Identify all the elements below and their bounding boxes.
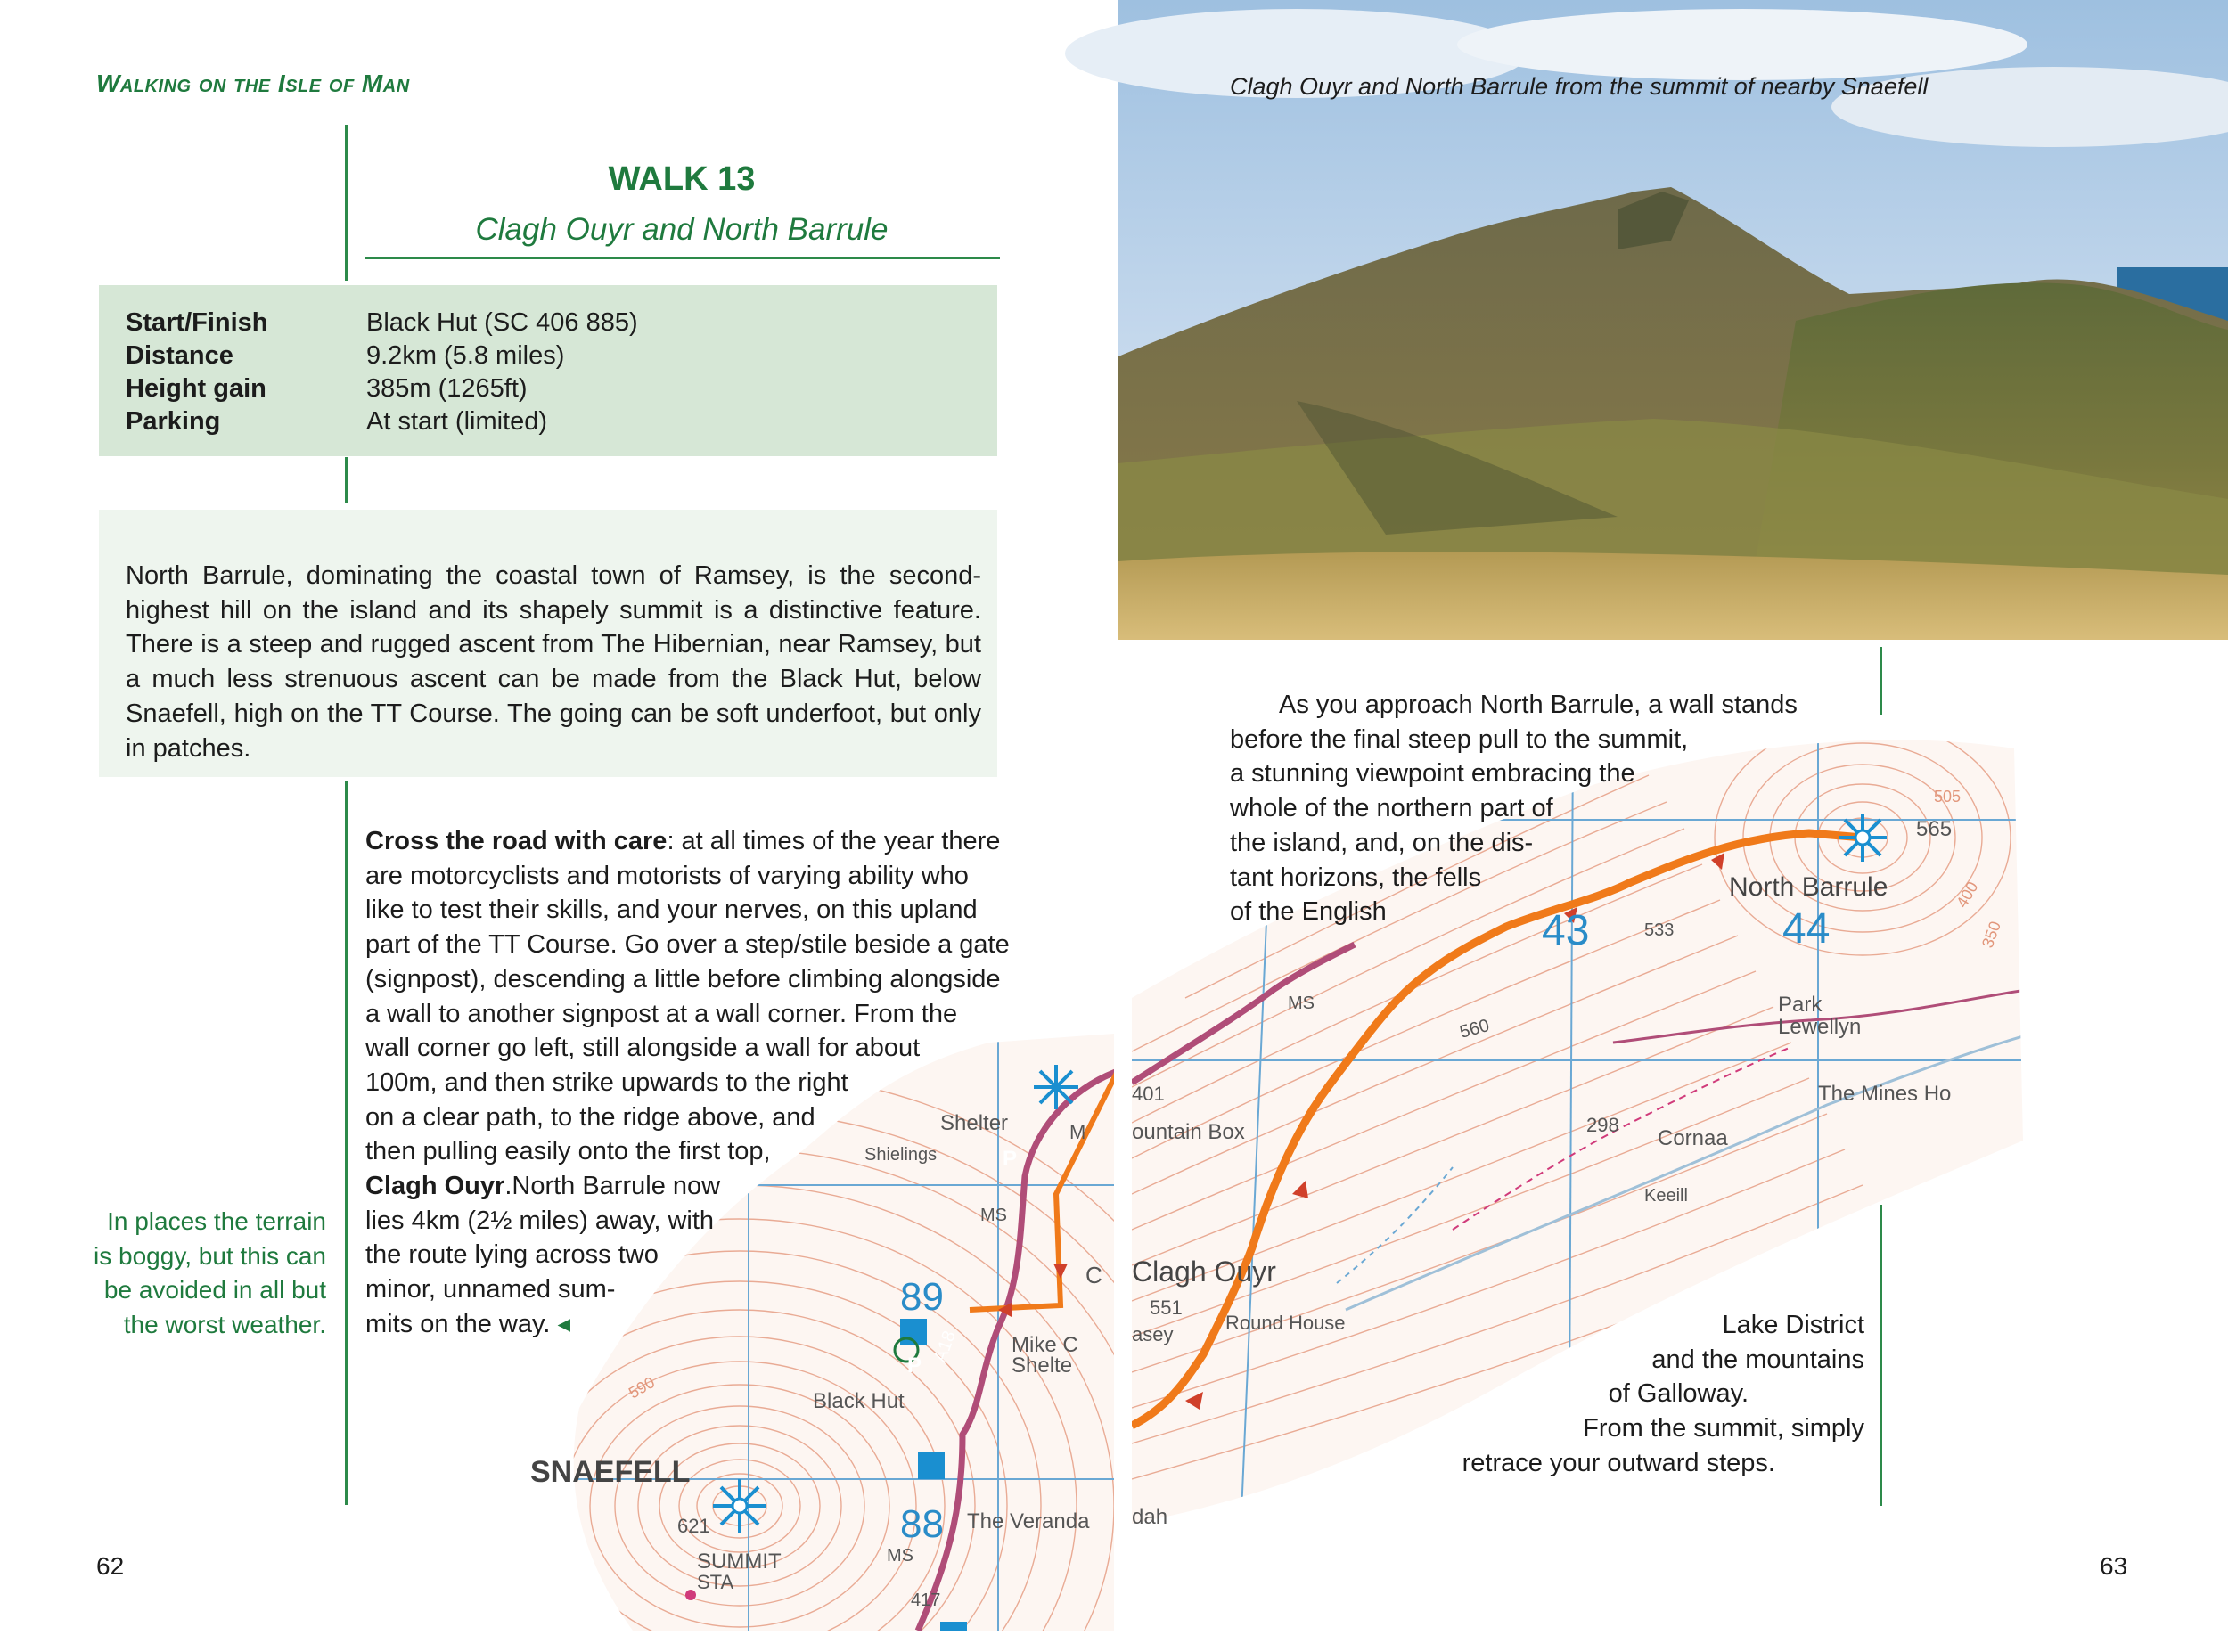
map-label-ramsey: asey: [1132, 1323, 1174, 1345]
route-line: mits on the way.: [365, 1309, 551, 1338]
route-line: the route lying across two: [365, 1240, 659, 1270]
column-rule-top: [345, 125, 348, 281]
route-line: of Galloway.: [1608, 1379, 1749, 1409]
route-line: whole of the northern part of: [1230, 794, 1553, 823]
route-line: a stunning viewpoint embracing the: [1230, 759, 1635, 789]
map-label-sta: STA: [697, 1571, 734, 1593]
route-line: of the English: [1230, 897, 1387, 927]
map-label-mines-house: The Mines Ho: [1818, 1082, 1952, 1106]
map-label-560: 560: [1457, 1015, 1492, 1043]
fact-label: Height gain: [126, 374, 266, 403]
route-line: .North Barrule now: [504, 1172, 721, 1201]
column-rule-mid: [345, 457, 348, 503]
route-line: and the mountains: [1651, 1345, 1864, 1374]
map-label-contour-350: 350: [1978, 919, 2005, 951]
map-label-shelter-lower: Shelte: [1012, 1353, 1073, 1378]
map-label-ms-lower: MS: [887, 1546, 913, 1566]
route-line: From the summit, simply: [1583, 1414, 1864, 1443]
map-label-parking-black-hut: P: [907, 1353, 922, 1378]
map-label-keeill: Keeill: [1644, 1186, 1688, 1206]
intro-text: North Barrule, dominating the coastal town of Ramsey, is the second-highest hill on the island and its shapely summit is a distinctive feature. There is a steep and rugged ascent from The Hibernian, near Ramsey, but a much less strenuous ascent can be made from the Black Hut, below Snaefell, high on the TT Course. The going can be soft underfoot, but only in patches.: [126, 561, 981, 763]
page-number-right: 63: [2100, 1552, 2128, 1580]
map-label-grid-44: 44: [1782, 905, 1831, 953]
facts-box: [99, 285, 997, 456]
map-label-298: 298: [1586, 1114, 1619, 1136]
route-line: wall corner go left, still alongside a wall for about: [365, 1034, 921, 1063]
route-lead-bold: Cross the road with care: [365, 827, 668, 855]
column-rule-bottom: [345, 781, 348, 1505]
map-label-mike: Mike C: [1012, 1333, 1078, 1357]
route-line: lies 4km (2½ miles) away, with: [365, 1206, 715, 1235]
map-label-565: 565: [1916, 817, 1953, 841]
route-line: retrace your outward steps.: [1462, 1448, 1775, 1477]
map-label-snaefell: SNAEFELL: [530, 1455, 691, 1489]
route-line: like to test their skills, and your nerves, on this upland: [365, 896, 978, 925]
map-label-lewellyn: Lewellyn: [1778, 1015, 1862, 1039]
map-label-shielings: Shielings: [864, 1145, 938, 1165]
map-label-contour-400: 400: [1953, 878, 1982, 911]
fact-value: 9.2km (5.8 miles): [366, 341, 565, 370]
route-line: part of the TT Course. Go over a step/stile beside a gate: [365, 930, 1010, 960]
right-column-rule-top: [1880, 647, 1882, 715]
map-label-533: 533: [1644, 920, 1675, 940]
map-label-contour-505: 505: [1934, 788, 1962, 806]
route-line: a wall to another signpost at a wall corner. From the: [365, 999, 958, 1028]
route-line: (signpost), descending a little before climbing alongside: [365, 964, 1001, 994]
fact-value: Black Hut (SC 406 885): [366, 308, 638, 337]
end-mark-icon: ◂: [557, 1309, 571, 1338]
map-label-shelter: Shelter: [940, 1111, 1009, 1135]
side-note-line: be avoided in all but: [103, 1276, 326, 1304]
route-line: on a clear path, to the ridge above, and: [365, 1102, 815, 1132]
title-rule: [365, 257, 1000, 259]
route-line: then pulling easily onto the first top,: [365, 1137, 771, 1166]
map-label-cornaa: Cornaa: [1658, 1126, 1728, 1150]
map-label-401: 401: [1132, 1083, 1165, 1105]
map-label-dah: dah: [1132, 1505, 1168, 1529]
map-label-park: Park: [1778, 993, 1823, 1017]
map-label-mountain-box: ountain Box: [1132, 1120, 1245, 1144]
map-label-grid-89: 89: [900, 1275, 944, 1319]
map-label-c-fragment: C: [1085, 1262, 1102, 1288]
route-line: 100m, and then strike upwards to the right: [365, 1067, 848, 1097]
photo-caption: Clagh Ouyr and North Barrule from the summit of nearby Snaefell: [1230, 73, 1929, 100]
map-label-black-hut: Black Hut: [813, 1389, 905, 1413]
map-label-grid-88: 88: [900, 1502, 944, 1546]
walk-number: WALK 13: [608, 160, 756, 198]
map-label-a18: A18: [930, 1328, 960, 1365]
map-label-parking-north: P: [1003, 1147, 1018, 1171]
page-number-left: 62: [96, 1552, 125, 1580]
map-label-417: 417: [911, 1591, 941, 1610]
route-line: tant horizons, the fells: [1230, 863, 1482, 892]
intro-box: [99, 510, 997, 777]
side-note: [89, 1205, 326, 1343]
map-label-551: 551: [1150, 1296, 1183, 1319]
fact-label: Parking: [126, 407, 221, 436]
fact-label: Distance: [126, 341, 233, 370]
map-label-round-house: Round House: [1225, 1312, 1346, 1334]
route-line: As you approach North Barrule, a wall stands: [1279, 691, 1798, 719]
side-note-line: In places the terrain: [107, 1207, 326, 1235]
map-label-m-fragment: M: [1069, 1121, 1086, 1143]
route-line: are motorcyclists and motorists of varying ability who: [365, 861, 969, 890]
route-bold-clagh-ouyr: Clagh Ouyr: [365, 1172, 505, 1201]
route-line: the island, and, on the dis-: [1230, 828, 1534, 857]
map-label-north-barrule: North Barrule: [1729, 872, 1888, 902]
map-label-summit: SUMMIT: [697, 1550, 782, 1574]
walk-route-text-left: [365, 824, 1010, 1342]
route-line: before the final steep pull to the summit,: [1230, 724, 1689, 754]
fact-label: Start/Finish: [126, 308, 268, 337]
running-head: Walking on the Isle of Man: [96, 70, 410, 97]
fact-value: 385m (1265ft): [366, 374, 528, 403]
side-note-line: is boggy, but this can: [94, 1241, 326, 1270]
map-label-ms: MS: [1288, 994, 1315, 1013]
map-label-verandah: The Veranda: [967, 1509, 1090, 1533]
map-label-621: 621: [677, 1515, 710, 1537]
map-label-contour-590: 590: [626, 1373, 659, 1403]
walk-subtitle: Clagh Ouyr and North Barrule: [475, 212, 889, 247]
route-line: Lake District: [1722, 1311, 1864, 1339]
map-label-ms-upper: MS: [980, 1206, 1007, 1225]
side-note-line: the worst weather.: [123, 1311, 326, 1339]
walk-route-text-right: [1230, 688, 1798, 929]
route-line: : at all times of the year there: [667, 827, 1001, 855]
map-label-clagh-ouyr: Clagh Ouyr: [1132, 1255, 1276, 1288]
map-label-parking-shelter: P: [943, 1632, 958, 1652]
walk-route-text-right-lower: [1390, 1308, 1864, 1481]
route-line: minor, unnamed sum-: [365, 1275, 616, 1304]
fact-value: At start (limited): [366, 407, 548, 436]
map-label-grid-43: 43: [1542, 907, 1590, 954]
